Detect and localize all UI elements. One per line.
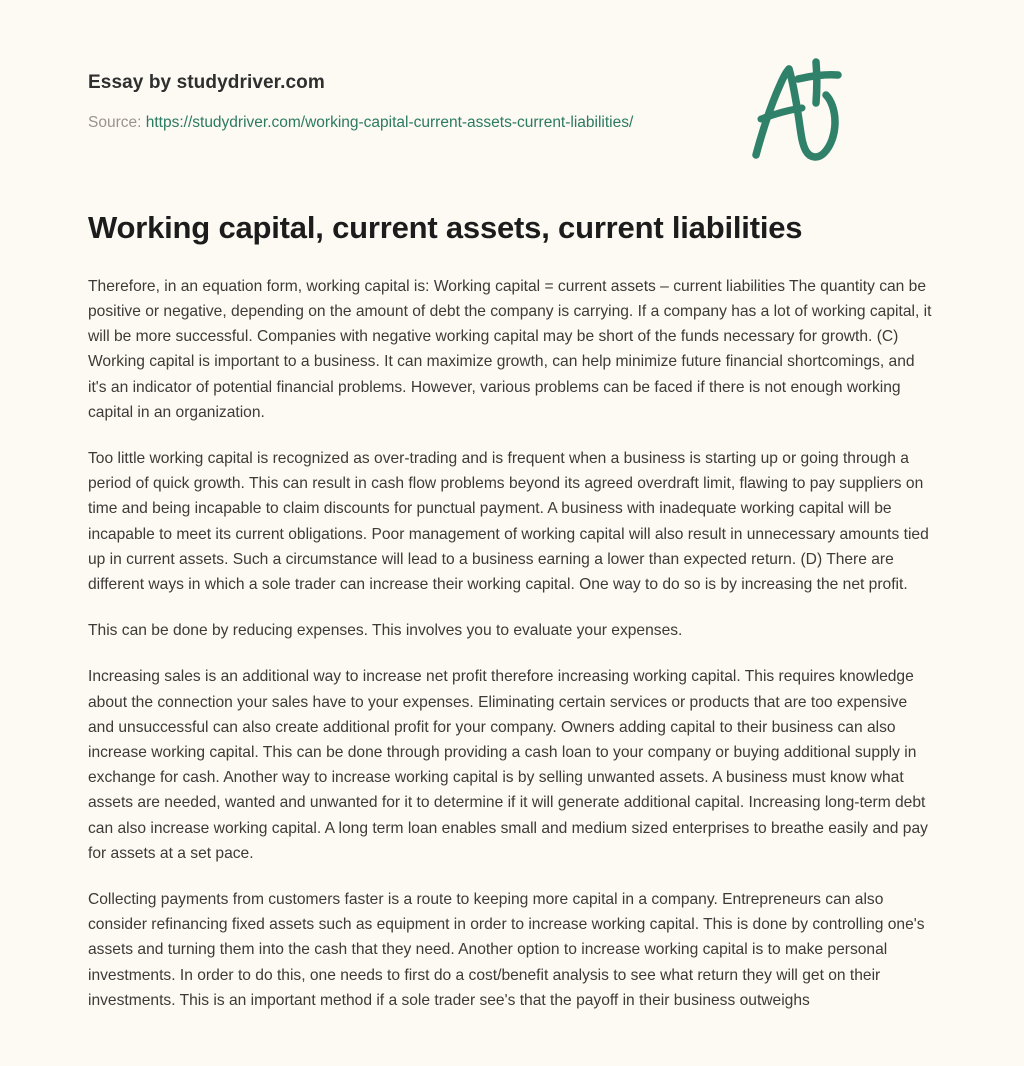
paragraph: Too little working capital is recognized as over-trading and is frequent when a business is starting up or going through a period of quick growth. This can result in cash flow problems beyond its agreed overdraft limit, flawing to pay suppliers on time and being incapable to claim discounts for punctual payment. A business with inadequate working capital will be incapable to meet its current obligations. Poor management of working capital will also result in unnecessary amounts tied up in current assets. Such a circumstance will lead to a business earning a lower than expected return. (D) There are different ways in which a sole trader can increase their working capital. One way to do so is by increasing the net profit. [88, 449, 929, 593]
essay-byline: Essay by studydriver.com [88, 72, 325, 93]
a-plus-logo-icon [744, 52, 848, 164]
source-label: Source: [88, 113, 142, 131]
document-header [88, 0, 936, 131]
paragraph: Therefore, in an equation form, working capital is: Working capital = current assets – current liabilities The quantity can be positive or negative, depending on the amount of debt the company is carrying. If a company has a lot of working capital, it will be more successful. Companies with negative working capital may be short of the funds necessary for growth. (C) Working capital is important to a business. It can maximize growth, can help minimize future financial shortcomings, and it's an indicator of potential financial problems. However, various problems can be faced if there is not enough working capital in an organization. [88, 277, 932, 421]
paragraph: This can be done by reducing expenses. This involves you to evaluate your expenses. [88, 622, 683, 640]
source-url-link[interactable]: https://studydriver.com/working-capital-current-assets-current-liabilities/ [145, 113, 634, 131]
studydriver-logo [744, 52, 848, 164]
page-title: Working capital, current assets, current liabilities [88, 210, 803, 245]
paragraph: Collecting payments from customers faster is a route to keeping more capital in a company. Entrepreneurs can also consider refinancing fixed assets such as equipment in order to increase working capital. This is done by controlling one's assets and turning them into the cash that they need. Another option to increase working capital is to make personal investments. In order to do this, one needs to first do a cost/benefit analysis to see what return they will get on their investments. This is an important method if a sole trader see's that the payoff in their business outweighs [88, 891, 925, 1009]
essay-body [88, 248, 936, 1013]
paragraph: Increasing sales is an additional way to increase net profit therefore increasing working capital. This requires knowledge about the connection your sales have to your expenses. Eliminating certain services or products that are too expensive and unsuccessful can also create additional profit for your company. Owners adding capital to their business can also increase working capital. This can be done through providing a cash loan to your company or buying additional supply in exchange for cash. Another way to increase working capital is by selling unwanted assets. A business must know what assets are needed, wanted and unwanted for it to determine if it will generate additional capital. Increasing long-term debt can also increase working capital. A long term loan enables small and medium sized enterprises to breathe easily and pay for assets at a set pace. [88, 668, 928, 862]
